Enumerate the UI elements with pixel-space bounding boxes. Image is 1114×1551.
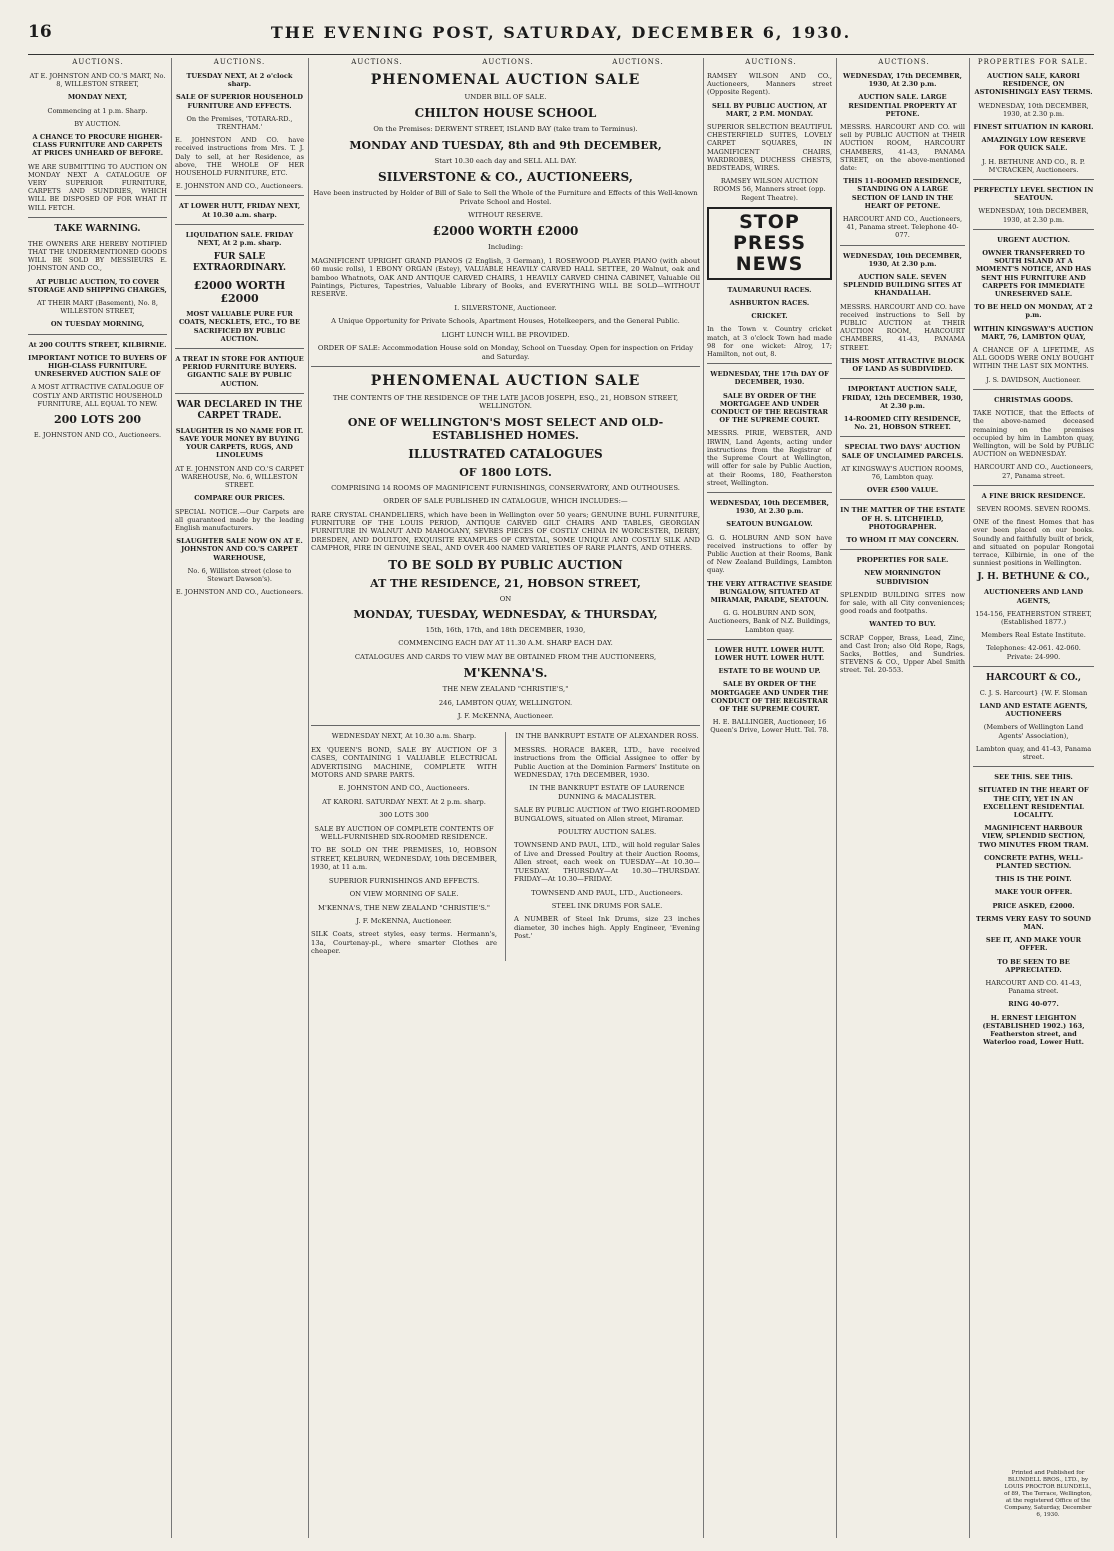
ad-headline: SELL BY PUBLIC AUCTION, AT MART, 2 P.M. MONDAY.: [711, 101, 828, 118]
ad-date: IMPORTANT AUCTION SALE, FRIDAY, 12th DECEMBER, 1930, At 2.30 p.m.: [841, 385, 964, 410]
ad-body: SPLENDID BUILDING SITES now for sale, with all City conveniences; good roads and footpaths.: [840, 590, 965, 616]
ad-date: WEDNESDAY, 10th DECEMBER, 1930, At 2.30 p.m.: [843, 251, 962, 268]
newspaper-title: THE EVENING POST, SATURDAY, DECEMBER 6, 1930.: [270, 23, 852, 42]
ad-divider: [973, 179, 1094, 180]
hobson-title: PHENOMENAL AUCTION SALE: [370, 372, 641, 389]
agent-name: HARCOURT & CO.,: [986, 672, 1081, 683]
col-head-3: AUCTIONS.: [351, 58, 403, 66]
agent-partners: C. J. S. Harcourt} {W. F. Sloman: [979, 688, 1088, 697]
ad-headline: SEE IT, AND MAKE YOUR OFFER.: [985, 936, 1082, 953]
col-head-6: AUCTIONS.: [745, 58, 797, 66]
ad-body: SALE BY PUBLIC AUCTION of TWO EIGHT-ROOMED BUNGALOWS, situated on Allen street, Miramar.: [514, 806, 700, 823]
ad-headline: SALE BY ORDER OF THE MORTGAGEE AND UNDER THE CONDUCT OF THE REGISTRAR OF THE SUPREME COURT.: [710, 680, 829, 713]
hobson-catalogue-note: CATALOGUES AND CARDS TO VIEW MAY BE OBTAINED FROM THE AUCTIONEERS,: [354, 652, 657, 661]
chilton-start: Start 10.30 each day and SELL ALL DAY.: [434, 156, 577, 165]
ad-date: WEDNESDAY, 17th DECEMBER, 1930, At 2.30 p.m.: [843, 72, 962, 89]
ad-body: RAMSEY WILSON AND CO., Auctioneers, Manners street (Opposite Regent).: [707, 72, 832, 97]
masthead: [28, 22, 1094, 52]
ad-line: AT THEIR MART (Basement), No. 8, WILLESTON STREET,: [37, 299, 158, 316]
lower-ads-right: [514, 732, 700, 960]
column-8: [973, 72, 1094, 1462]
chilton-unique: A Unique Opportunity for Private Schools, Apartment Houses, Hotelkeepers, and the General Public.: [331, 317, 680, 326]
ad-headline: 14-ROOMED CITY RESIDENCE, No. 21, HOBSON STREET.: [843, 414, 962, 432]
ad-headline: MAKE YOUR OFFER.: [994, 888, 1073, 897]
ad-signature: H. E. BALLINGER, Auctioneer, 16 Queen's Drive, Lower Hutt. Tel. 78.: [710, 718, 829, 735]
ad-body: EX 'QUEEN'S BOND, SALE BY AUCTION OF 3 CASES, CONTAINING 1 VALUABLE ELECTRICAL ADVERTISING MACHINE, COMPLETE WITH MOTORS AND SPARE PARTS.: [311, 745, 497, 780]
col-head-8: PROPERTIES FOR SALE.: [977, 58, 1089, 66]
ad-body: SCRAP Copper, Brass, Lead, Zinc, and Cast Iron; also Old Rope, Rags, Sacks, Bottles, and Sundries. STEVENS & CO., Upper Abel Smith street. Tel. 20-553.: [840, 633, 965, 675]
column-rule: [703, 58, 704, 1538]
lower-ads: [311, 732, 700, 960]
ad-date: WEDNESDAY, THE 17th DAY OF DECEMBER, 1930.: [710, 370, 829, 387]
chilton-lunch: LIGHT LUNCH WILL BE PROVIDED.: [441, 330, 570, 339]
ad-headline: PERFECTLY LEVEL SECTION IN SEATOUN.: [973, 186, 1094, 203]
ad-headline: TO BE SEEN TO BE APPRECIATED.: [997, 957, 1070, 974]
ad-headline: ESTATE TO BE WOUND UP.: [718, 667, 821, 676]
ad-body: SPECIAL NOTICE.—Our Carpets are all guaranteed made by the leading English manufacturers.: [175, 507, 304, 532]
agent-name: H. ERNEST LEIGHTON (ESTABLISHED 1902.) 163, Featherston street, and Waterloo road, Lower Hutt.: [982, 1013, 1085, 1047]
ad-headline: TERMS VERY EASY TO SOUND MAN.: [975, 914, 1092, 932]
ad-signature: HARCOURT AND CO., Auctioneers, 27, Panama street.: [973, 463, 1094, 480]
col-head-5: AUCTIONS.: [612, 58, 664, 66]
ad-date: MONDAY NEXT,: [67, 93, 128, 102]
ad-divider: [840, 378, 965, 379]
hobson-one-of: ONE OF WELLINGTON'S MOST SELECT AND OLD-ESTABLISHED HOMES.: [347, 415, 664, 442]
hobson-days: MONDAY, TUESDAY, WEDNESDAY, & THURSDAY,: [353, 607, 658, 621]
column-rule: [308, 58, 309, 1538]
ad-headline: AUCTION SALE. SEVEN SPLENDID BUILDING SITES AT KHANDALLAH.: [843, 273, 962, 298]
ad-line: AT E. JOHNSTON AND CO.'S CARPET WAREHOUSE, No. 6, WILLESTON STREET.: [175, 464, 304, 490]
ad-date: ON TUESDAY MORNING,: [50, 320, 145, 329]
hobson-signature: J. F. McKENNA, Auctioneer.: [457, 712, 554, 720]
ad-headline: IN THE BANKRUPT ESTATE OF ALEXANDER ROSS.: [515, 732, 699, 741]
ad-line: BY AUCTION.: [74, 119, 121, 128]
ad-divider: [175, 393, 304, 394]
hobson-christies: THE NEW ZEALAND "CHRISTIE'S,": [442, 685, 569, 694]
ad-headline: AUCTION SALE. LARGE RESIDENTIAL PROPERTY AT PETONE.: [848, 93, 957, 118]
ad-line: On the Premises, 'TOTARA-RD., TRENTHAM.': [186, 114, 293, 132]
ad-headline: IN THE MATTER OF THE ESTATE OF H. S. LITCHFIELD, PHOTOGRAPHER.: [840, 506, 965, 531]
ad-line: No. 6, Williston street (close to Stewart Dawson's).: [187, 566, 292, 583]
ad-signature: J. S. DAVIDSON, Auctioneer.: [986, 375, 1081, 384]
ad-line: AT KINGSWAY'S AUCTION ROOMS, 76, Lambton quay.: [841, 464, 964, 481]
column-2: [175, 72, 304, 1538]
ad-divider: [840, 245, 965, 246]
masthead-rule: [28, 54, 1094, 55]
column-6: [840, 72, 965, 1538]
ad-headline: WANTED TO BUY.: [869, 620, 936, 629]
ad-divider: [311, 725, 700, 726]
ad-headline: SUPERIOR FURNISHINGS AND EFFECTS.: [328, 876, 480, 885]
ad-headline: A TREAT IN STORE FOR ANTIQUE PERIOD FURNITURE BUYERS. GIGANTIC SALE BY PUBLIC AUCTION.: [175, 355, 304, 388]
agent-phones: Telephones: 42-061. 42-060. Private: 24-990.: [986, 644, 1081, 661]
ad-divider: [28, 334, 167, 335]
chilton-worth: £2000 WORTH £2000: [432, 224, 579, 239]
agent-name: J. H. BETHUNE & CO.,: [977, 572, 1090, 583]
ad-lots: 300 LOTS 300: [379, 811, 429, 820]
ad-body: MESSRS. HARCOURT AND CO. will sell by PUBLIC AUCTION at THEIR AUCTION ROOM, HARCOURT CHAMBERS, 41-43, PANAMA STREET, on the above-mentioned date:: [840, 123, 965, 173]
ad-headline: SLAUGHTER SALE NOW ON AT E. JOHNSTON AND CO.'S CARPET WAREHOUSE,: [176, 537, 303, 562]
ad-headline: TO WHOM IT MAY CONCERN.: [846, 535, 959, 544]
ad-headline: SLAUGHTER IS NO NAME FOR IT. SAVE YOUR MONEY BY BUYING YOUR CARPETS, RUGS, AND LINOLEUMS: [175, 426, 304, 460]
ad-headline: SALE BY AUCTION OF COMPLETE CONTENTS OF WELL-FURNISHED SIX-ROOMED RESIDENCE.: [314, 824, 494, 842]
ad-headline: THIS 11-ROOMED RESIDENCE, STANDING ON A LARGE SECTION OF LAND IN THE HEART OF PETONE.: [843, 177, 962, 210]
hobson-dates: 15th, 16th, 17th, and 18th DECEMBER, 1930,: [425, 625, 586, 634]
hobson-body: RARE CRYSTAL CHANDELIERS, which have been in Wellington over 50 years; GENUINE BUHL FURNITURE, FURNITURE OF THE LOUIS PERIOD, ANTIQUE CARVED GILT CHAIRS AND TABLES, GEORGIAN FURNITURE IN WALNUT AND MAHOGANY, SEVRES PIECES OF COSTLY CHINA IN WORCESTER, DERBY, DRESDEN, AND DOULTON, EXQUISITE EXAMPLES OF CRYSTAL, SOME UNIQUE AND COSTLY SILK AND CAMPHOR, FIRE IN GENUINE SEAL, AND OVER 400 NAMED VARIETIES OF RARE PLANTS, AND OTHERS.: [311, 510, 700, 553]
hobson-commencing: COMMENCING EACH DAY AT 11.30 A.M. SHARP EACH DAY.: [398, 639, 613, 648]
ad-headline: SITUATED IN THE HEART OF THE CITY, YET IN AN EXCELLENT RESIDENTIAL LOCALITY.: [978, 786, 1089, 819]
ad-body: TO BE SOLD ON THE PREMISES, 10, HOBSON STREET, KELBURN, WEDNESDAY, 10th DECEMBER, 1930, at 11 a.m.: [311, 846, 497, 872]
ad-divider: [840, 436, 965, 437]
ad-signature: E. JOHNSTON AND CO., Auctioneers.: [175, 182, 304, 191]
chilton-dates: MONDAY AND TUESDAY, 8th and 9th DECEMBER,: [349, 138, 662, 152]
ad-headline: TO BE HELD ON MONDAY, AT 2 p.m.: [974, 303, 1093, 320]
hobson-on: ON: [499, 594, 512, 603]
ad-price: £2000 WORTH £2000: [193, 279, 286, 306]
ad-title: WAR DECLARED IN THE CARPET TRADE.: [176, 399, 303, 421]
chilton-order: ORDER OF SALE: Accommodation House sold on Monday, School on Tuesday. Open for inspection on Friday and Saturday.: [317, 344, 694, 361]
ad-heading: AT E. JOHNSTON AND CO.'S MART, No. 8, WILLESTON STREET,: [29, 72, 166, 89]
ad-body: MESSRS. PIRIE, WEBSTER, AND IRWIN, Land Agents, acting under instructions from the Registrar of the Supreme Court at Wellington, will offer for sale by Public Auction, at their Rooms, 180, Featherston street, Wellington.: [707, 429, 832, 487]
ad-date: WEDNESDAY, 10th DECEMBER, 1930, at 2.30 p.m.: [978, 101, 1089, 118]
col-head-2: AUCTIONS.: [213, 58, 266, 66]
chilton-under: UNDER BILL OF SALE.: [464, 93, 547, 101]
ad-date: WEDNESDAY, 10th DECEMBER, 1930, At 2.30 p.m.: [710, 498, 829, 516]
agent-address: 154-156, FEATHERSTON STREET, (Established 1877.): [975, 609, 1092, 626]
hobson-to-be-sold: TO BE SOLD BY PUBLIC AUCTION: [388, 557, 623, 572]
hobson-order: ORDER OF SALE PUBLISHED IN CATALOGUE, WHICH INCLUDES:—: [383, 497, 628, 506]
ad-date: AT KARORI. SATURDAY NEXT. At 2 p.m. sharp.: [322, 797, 486, 806]
chilton-signature: I. SILVERSTONE, Auctioneer.: [454, 303, 557, 312]
column-rule: [171, 58, 172, 1538]
section-heading: PROPERTIES FOR SALE.: [856, 556, 949, 565]
ad-divider: [973, 766, 1094, 767]
chilton-premises: On the Premises: DERWENT STREET, ISLAND BAY (take tram to Terminus).: [373, 125, 638, 134]
col-head-1: AUCTIONS.: [72, 58, 124, 66]
ad-headline: A FINE BRICK RESIDENCE.: [981, 491, 1086, 500]
ad-headline: POULTRY AUCTION SALES.: [557, 828, 657, 837]
ad-divider: [707, 492, 832, 493]
hobson-residence: AT THE RESIDENCE, 21, HOBSON STREET,: [370, 576, 641, 590]
ad-signature: E. JOHNSTON AND CO., Auctioneers.: [338, 784, 470, 793]
ad-headline: CHRISTMAS GOODS.: [994, 395, 1073, 404]
ad-body: A NUMBER of Steel Ink Drums, size 23 inches diameter, 30 inches high. Apply Engineer, 'Evening Post.': [514, 915, 700, 941]
hobson-contents: THE CONTENTS OF THE RESIDENCE OF THE LATE JACOB JOSEPH, ESQ., 21, HOBSON STREET, WELLINGTON.: [332, 393, 679, 411]
ad-date: WEDNESDAY NEXT, At 10.30 a.m. Sharp.: [331, 732, 477, 741]
phenomenal-auction-block: [311, 72, 700, 1538]
ad-divider: [175, 224, 304, 225]
ad-divider: [175, 195, 304, 196]
ad-headline: LOWER HUTT. LOWER HUTT. LOWER HUTT. LOWER HUTT.: [714, 645, 825, 662]
ad-date: WEDNESDAY, 10th DECEMBER, 1930, at 2.30 p.m.: [978, 207, 1089, 224]
ad-body: G. G. HOLBURN AND SON have received instructions to offer by Public Auction at their Rooms, Bank of New Zealand Buildings, Lambton quay.: [707, 533, 832, 575]
agent-address: Lambton quay, and 41-43, Panama street.: [975, 744, 1092, 761]
ad-headline: AUCTION SALE, KARORI RESIDENCE, ON ASTONISHINGLY EASY TERMS.: [974, 72, 1093, 97]
col-head-4: AUCTIONS.: [482, 58, 534, 66]
ad-headline: THE VERY ATTRACTIVE SEASIDE BUNGALOW, SITUATED AT MIRAMAR, PARADE, SEATOUN.: [707, 579, 832, 604]
ad-signature: HARCOURT AND CO., Auctioneers, 41, Panama street. Telephone 40-077.: [842, 215, 963, 240]
ad-body: A MOST ATTRACTIVE CATALOGUE OF COSTLY AND ARTISTIC HOUSEHOLD FURNITURE, ALL EQUAL TO NEW.: [31, 383, 164, 408]
ad-headline: OWNER TRANSFERRED TO SOUTH ISLAND AT A MOMENT'S NOTICE, AND HAS SENT HIS FURNITURE AND CARPETS FOR IMMEDIATE UNRESERVED SALE.: [975, 249, 1092, 299]
ad-signature: G. G. HOLBURN AND SON, Auctioneers, Bank of N.Z. Buildings, Lambton quay.: [708, 609, 831, 634]
ad-date: AT LOWER HUTT, FRIDAY NEXT, At 10.30 a.m. sharp.: [178, 202, 301, 219]
hobson-mckenna: M'KENNA'S.: [463, 666, 548, 681]
ad-headline: AT PUBLIC AUCTION, TO COVER STORAGE AND SHIPPING CHARGES,: [28, 277, 167, 294]
ad-headline: NEW MORNINGTON SUBDIVISION: [864, 569, 941, 586]
column-rule: [969, 58, 970, 1538]
ad-headline: WITHIN KINGSWAY'S AUCTION MART, 76, LAMBTON QUAY,: [973, 324, 1094, 341]
ad-title: TAKE WARNING.: [54, 223, 141, 234]
ad-headline: OVER £500 VALUE.: [866, 486, 939, 495]
ad-title: FUR SALE EXTRAORDINARY.: [192, 252, 287, 274]
ad-line: ON VIEW MORNING OF SALE.: [349, 890, 459, 899]
ad-body: SILK Coats, street styles, easy terms. Hermann's, 13a, Courtenay-pl., where smarter Clothes are cheaper.: [311, 930, 497, 956]
ad-headline: STEEL INK DRUMS FOR SALE.: [551, 901, 663, 910]
ad-divider: [707, 363, 832, 364]
news-heading: ASHBURTON RACES.: [729, 299, 810, 308]
ad-divider: [840, 499, 965, 500]
column-5: [707, 72, 832, 1538]
page-number: 16: [28, 22, 52, 42]
ad-body: ONE of the finest Homes that has ever been placed on our books. Soundly and faithfully built of brick, and situated on popular Rongotai terrace, Kilbirnie, in one of the sunniest positions in Wellington.: [973, 518, 1094, 568]
ad-time: Commencing at 1 p.m. Sharp.: [47, 106, 148, 115]
ad-headline: PRICE ASKED, £2000.: [992, 901, 1075, 910]
ad-headline: MAGNIFICENT HARBOUR VIEW, SPLENDID SECTION, TWO MINUTES FROM TRAM.: [978, 824, 1089, 849]
hobson-comprising: COMPRISING 14 ROOMS OF MAGNIFICENT FURNISHINGS, CONSERVATORY, AND OUTHOUSES.: [331, 483, 680, 492]
chilton-body: MAGNIFICENT UPRIGHT GRAND PIANOS (2 English, 3 German), 1 ROSEWOOD PLAYER PIANO (with about 60 music rolls), 1 EBONY ORGAN (Estey), VALUABLE HEAVILY CARVED HALL SETTEE, 20 Walnut, oak and bamboo Whatnots, OAK AND ANTIQUE CARVED CHAIRS, 1 HEAVILY CARVED CHINA CABINET, Valuable Oil Paintings, Pictures, Tapestries, Valuable Library of Books, and EVERYTHING WILL BE SOLD—WITHOUT RESERVE.: [311, 256, 700, 299]
ad-body: E. JOHNSTON AND CO. have received instructions from Mrs. T. J. Daly to sell, at her Residence, as above, THE WHOLE OF HER HOUSEHOLD FURNITURE, ETC.: [175, 136, 304, 178]
ad-signature: J. H. BETHUNE AND CO., R. P. M'CRACKEN, Auctioneers.: [982, 157, 1085, 174]
agent-line: (Members of Wellington Land Agents' Association),: [983, 723, 1084, 740]
ad-divider: [28, 217, 167, 218]
column-rule: [836, 58, 837, 1538]
column-heads: [28, 58, 1094, 70]
ad-headline: SPECIAL TWO DAYS' AUCTION SALE OF UNCLAIMED PARCELS.: [841, 443, 964, 460]
ad-headline: URGENT AUCTION.: [997, 235, 1070, 244]
agent-line: Members Real Estate Institute.: [981, 631, 1086, 640]
ad-signature: E. JOHNSTON AND CO., Auctioneers.: [33, 431, 162, 440]
hobson-address: 246, LAMBTON QUAY, WELLINGTON.: [438, 698, 573, 707]
ad-headline: IMPORTANT NOTICE TO BUYERS OF HIGH-CLASS FURNITURE. UNRESERVED AUCTION SALE OF: [28, 353, 167, 379]
ad-divider: [175, 348, 304, 349]
ad-signature: HARCOURT AND CO. 41-43, Panama street.: [985, 979, 1082, 996]
ad-lots: 200 LOTS 200: [53, 413, 142, 427]
ad-headline: CONCRETE PATHS, WELL-PLANTED SECTION.: [984, 853, 1083, 871]
ad-headline: AMAZINGLY LOW RESERVE FOR QUICK SALE.: [981, 136, 1086, 153]
column-rule: [505, 732, 506, 960]
chilton-school: CHILTON HOUSE SCHOOL: [414, 106, 597, 121]
ad-divider: [973, 485, 1094, 486]
news-body: In the Town v. Country cricket match, at 3 o'clock Town had made 98 for one wicket: Alroy, 17; Hamilton, not out, 8.: [707, 325, 832, 359]
ad-line: SEVEN ROOMS. SEVEN ROOMS.: [976, 504, 1091, 513]
ad-date: LIQUIDATION SALE. FRIDAY NEXT, At 2 p.m. sharp.: [185, 230, 294, 248]
ad-headline: FINEST SITUATION IN KARORI.: [973, 123, 1094, 132]
ad-signature: E. JOHNSTON AND CO., Auctioneers.: [175, 588, 304, 597]
ad-headline: RING 40-077.: [1008, 1000, 1059, 1009]
chilton-including: Including:: [488, 243, 523, 252]
ad-body: TAKE NOTICE, that the Effects of the above-named deceased remaining on the premises occupied by him in Lambton quay, Wellington, will be Sold by PUBLIC AUCTION on WEDNESDAY.: [973, 409, 1094, 459]
agent-title: AUCTIONEERS AND LAND AGENTS,: [983, 588, 1084, 605]
ad-divider: [973, 389, 1094, 390]
ad-headline: THIS IS THE POINT.: [995, 875, 1072, 884]
ad-divider: [973, 666, 1094, 667]
ad-headline: IN THE BANKRUPT ESTATE OF LAURENCE DUNNING & MACALISTER.: [529, 784, 685, 801]
news-heading: TAUMARUNUI RACES.: [727, 285, 812, 294]
ad-headline: THIS MOST ATTRACTIVE BLOCK OF LAND AS SUBDIVIDED.: [840, 356, 965, 374]
ad-headline: COMPARE OUR PRICES.: [194, 494, 285, 503]
lower-ads-left: [311, 732, 497, 960]
ad-signature: RAMSEY WILSON AUCTION ROOMS 56, Manners street (opp. Regent Theatre).: [713, 177, 826, 202]
ad-headline: MOST VALUABLE PURE FUR COATS, NECKLETS, ETC., TO BE SACRIFICED BY PUBLIC AUCTION.: [179, 310, 300, 343]
ad-headline: SEE THIS. SEE THIS.: [994, 773, 1073, 782]
chilton-instructions: Have been instructed by Holder of Bill of Sale to Sell the Whole of the Furniture and Effects of this Well-known Private School and Hostel.: [313, 189, 698, 206]
ad-date: TUESDAY NEXT, At 2 o'clock sharp.: [186, 72, 293, 89]
ad-divider: [707, 639, 832, 640]
ad-headline: A CHANCE TO PROCURE HIGHER-CLASS FURNITURE AND CARPETS AT PRICES UNHEARD OF BEFORE.: [32, 133, 163, 158]
chilton-reserve: WITHOUT RESERVE.: [468, 211, 543, 220]
ad-headline: SALE OF SUPERIOR HOUSEHOLD FURNITURE AND EFFECTS.: [176, 93, 303, 110]
chilton-title: PHENOMENAL AUCTION SALE: [370, 72, 641, 88]
ad-body: THE OWNERS ARE HEREBY NOTIFIED THAT THE UNDERMENTIONED GOODS WILL BE SOLD BY MESSIEURS E. JOHNSTON AND CO.,: [28, 239, 167, 273]
ad-headline: SEATOUN BUNGALOW.: [726, 520, 813, 529]
stop-press-banner: STOP PRESS NEWS: [707, 207, 832, 280]
ad-body: A CHANCE OF A LIFETIME, AS ALL GOODS WERE ONLY BOUGHT WITHIN THE LAST SIX MONTHS.: [973, 346, 1094, 371]
ad-body: SUPERIOR SELECTION BEAUTIFUL CHESTERFIELD SUITES, LOVELY CARPET SQUARES, IN MAGNIFICENT CHAIRS, WARDROBES, DUCHESS CHESTS, BEDSTEADS, WIRES.: [707, 123, 832, 173]
chilton-auctioneers: SILVERSTONE & CO., AUCTIONEERS,: [378, 170, 633, 185]
ad-headline: SALE BY ORDER OF THE MORTGAGEE AND UNDER CONDUCT OF THE REGISTRAR OF THE SUPREME COURT.: [710, 391, 829, 425]
column-1: [28, 72, 167, 1538]
ad-body: WE ARE SUBMITTING TO AUCTION ON MONDAY NEXT A CATALOGUE OF VERY SUPERIOR FURNITURE, CARPETS AND SUNDRIES, WHICH WILL BE DISPOSED OF FOR WHAT IT WILL FETCH.: [28, 162, 167, 212]
col-head-7: AUCTIONS.: [878, 58, 930, 66]
ad-divider: [840, 549, 965, 550]
news-heading: CRICKET.: [751, 312, 788, 321]
hobson-lots: OF 1800 LOTS.: [459, 465, 552, 479]
ad-signature: TOWNSEND AND PAUL, LTD., Auctioneers.: [531, 888, 683, 897]
ad-divider: [973, 229, 1094, 230]
hobson-catalogues: ILLUSTRATED CATALOGUES: [408, 446, 603, 461]
ad-divider: [311, 366, 700, 367]
ad-body: TOWNSEND AND PAUL, LTD., will hold regular Sales of Live and Dressed Poultry at their Auction Rooms, Allen street, each week on TUESDAY—At 10.30—TUESDAY. THURSDAY—At 10.30—THURSDAY. FRIDAY—At 10.30—FRIDAY.: [514, 841, 700, 884]
ad-heading: At 200 COUTTS STREET, KILBIRNIE.: [28, 340, 167, 349]
ad-signature: J. F. McKENNA, Auctioneer.: [356, 916, 452, 925]
ad-line: M'KENNA'S, THE NEW ZEALAND "CHRISTIE'S.": [318, 903, 490, 912]
ad-body: MESSRS. HARCOURT AND CO. have received instructions to Sell by PUBLIC AUCTION at THEIR AUCTION ROOM, HARCOURT CHAMBERS, 41-43, PANAMA STREET.: [840, 302, 965, 352]
imprint: Printed and Published for BLUNDELL BROS., LTD., by LOUIS PROCTOR BLUNDELL, of 89, The Terrace, Wellington, at the registered Office of the Company, Saturday, December 6, 1930.: [1004, 1470, 1092, 1518]
ad-body: MESSRS. HORACE BAKER, LTD., have received instructions from the Official Assignee to offer by Public Auction at the Dominion Farmers' Institute on WEDNESDAY, 17th DECEMBER, 1930.: [514, 745, 700, 780]
agent-title: LAND AND ESTATE AGENTS, AUCTIONEERS: [979, 701, 1088, 719]
